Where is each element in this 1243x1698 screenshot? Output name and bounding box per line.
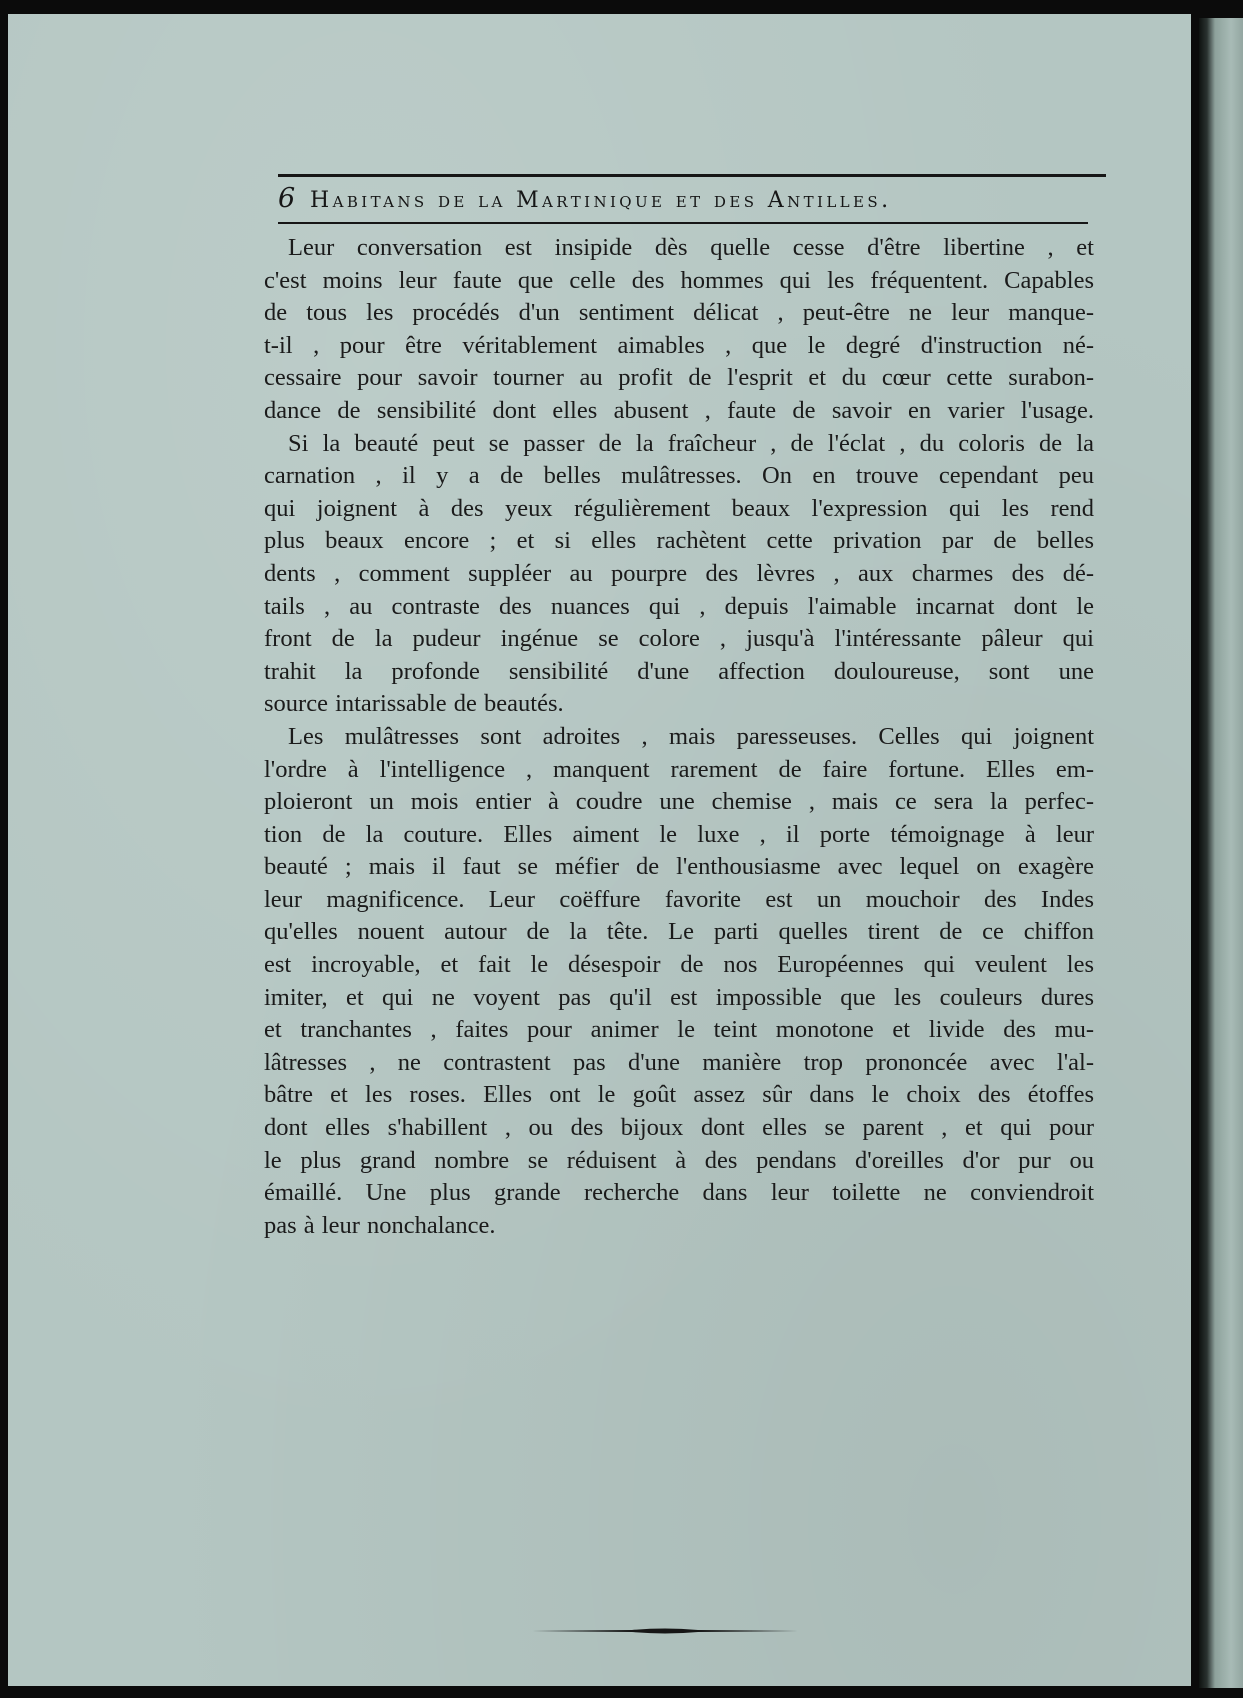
text-line: plus beaux encore ; et si elles rachètent cette privation par de belles [264, 527, 1094, 555]
text-line: cessaire pour savoir tourner au profit de l'esprit et du cœur cette surabon- [264, 364, 1094, 392]
tailpiece-ornament [532, 1627, 798, 1635]
next-page-edge [1199, 18, 1243, 1688]
text-line: émaillé. Une plus grande recherche dans leur toilette ne conviendroit [264, 1179, 1094, 1207]
header-rule-bottom [278, 222, 1088, 224]
paragraph [264, 721, 1094, 1243]
page-number: 6 [278, 183, 296, 214]
text-line: est incroyable, et fait le désespoir de nos Européennes qui veulent les [264, 951, 1094, 979]
text-line: pas à leur nonchalance. [264, 1211, 496, 1239]
text-line: tails , au contraste des nuances qui , depuis l'aimable incarnat dont le [264, 592, 1094, 620]
page-header [278, 170, 1106, 224]
text-line: Si la beauté peut se passer de la fraîcheur , de l'éclat , du coloris de la [288, 429, 1094, 457]
text-line: ploieront un mois entier à coudre une chemise , mais ce sera la perfec- [264, 788, 1094, 816]
text-line: lâtresses , ne contrastent pas d'une manière trop prononcée avec l'al- [264, 1048, 1094, 1076]
text-line: leur magnificence. Leur coëffure favorite est un mouchoir des Indes [264, 885, 1094, 913]
paragraph [264, 232, 1094, 428]
text-line: et tranchantes , faites pour animer le teint monotone et livide des mu- [264, 1016, 1094, 1044]
text-line: source intarissable de beautés. [264, 690, 564, 718]
header-rule-top [278, 174, 1106, 177]
text-line: tion de la couture. Elles aiment le luxe , il porte témoignage à leur [264, 820, 1094, 848]
text-line: c'est moins leur faute que celle des hommes qui les fréquentent. Capables [264, 266, 1094, 294]
text-line: qui joignent à des yeux régulièrement beaux l'expression qui les rend [264, 494, 1094, 522]
text-line: bâtre et les roses. Elles ont le goût assez sûr dans le choix des étoffes [264, 1081, 1094, 1109]
text-line: t-il , pour être véritablement aimables , que le degré d'instruction né- [264, 331, 1094, 359]
body-text [264, 232, 1094, 1242]
text-line: Les mulâtresses sont adroites , mais paresseuses. Celles qui joignent [288, 722, 1094, 750]
text-line: le plus grand nombre se réduisent à des pendans d'oreilles d'or pur ou [264, 1146, 1094, 1174]
text-line: Leur conversation est insipide dès quelle cesse d'être libertine , et [288, 234, 1094, 261]
text-line: front de la pudeur ingénue se colore , jusqu'à l'intéressante pâleur qui [264, 625, 1094, 653]
text-line: trahit la profonde sensibilité d'une affection douloureuse, sont une [264, 657, 1094, 685]
text-line: dance de sensibilité dont elles abusent , faute de savoir en varier l'usage. [264, 396, 1094, 424]
text-line: carnation , il y a de belles mulâtresses. On en trouve cependant peu [264, 462, 1094, 490]
text-line: de tous les procédés d'un sentiment délicat , peut-être ne leur manque- [264, 299, 1094, 327]
running-title: Habitans de la Martinique et des Antilles. [310, 188, 892, 213]
text-line: qu'elles nouent autour de la tête. Le parti quelles tirent de ce chiffon [264, 918, 1094, 946]
text-line: dont elles s'habillent , ou des bijoux dont elles se parent , et qui pour [264, 1114, 1094, 1142]
paragraph [264, 428, 1094, 721]
text-line: dents , comment suppléer au pourpre des lèvres , aux charmes des dé- [264, 559, 1094, 587]
running-head [278, 182, 1106, 216]
text-line: imiter, et qui ne voyent pas qu'il est impossible que les couleurs dures [264, 983, 1094, 1011]
text-line: l'ordre à l'intelligence , manquent rarement de faire fortune. Elles em- [264, 755, 1094, 783]
text-line: beauté ; mais il faut se méfier de l'enthousiasme avec lequel on exagère [264, 853, 1094, 881]
